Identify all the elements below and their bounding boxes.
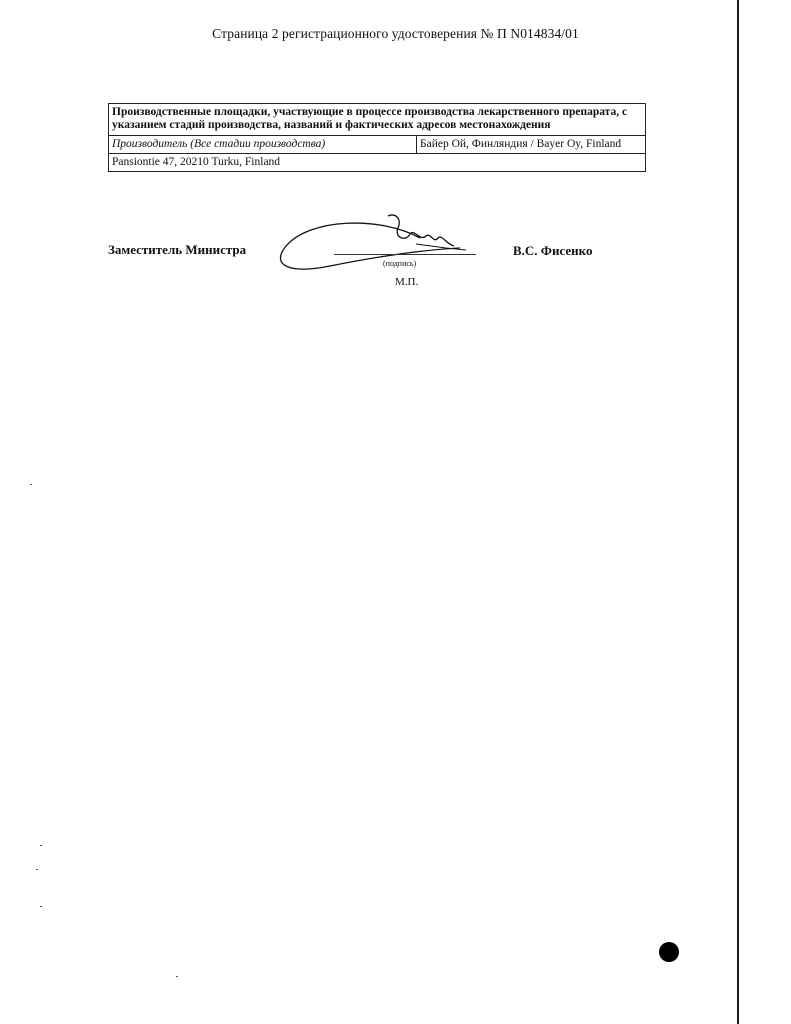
- table-header-row: [109, 104, 646, 136]
- scan-speck: [176, 976, 178, 977]
- signature-line: [334, 254, 476, 255]
- scan-speck: [36, 869, 38, 870]
- producer-company-cell: Байер Ой, Финляндия / Bayer Oy, Finland: [417, 136, 646, 154]
- scan-border-line: [737, 0, 739, 1024]
- stamp-label: М.П.: [395, 276, 419, 288]
- signatory-name: В.С. Фисенко: [513, 243, 593, 258]
- table-row: [109, 136, 646, 154]
- scan-punch-dot: [659, 942, 679, 962]
- producer-role-cell: Производитель (Все стадии производства): [109, 136, 417, 154]
- producer-address-cell: Pansiontie 47, 20210 Turku, Finland: [109, 154, 646, 172]
- scan-speck: [40, 906, 42, 907]
- signatory-title: Заместитель Министра: [108, 242, 247, 257]
- scan-speck: [30, 484, 32, 485]
- signature-caption: (подпись): [383, 259, 417, 268]
- scan-speck: [40, 845, 42, 846]
- page-header: Страница 2 регистрационного удостоверения № П N014834/01: [212, 26, 579, 41]
- table-header-cell: Производственные площадки, участвующие в процессе производства лекарственного препарата, с указанием стадий производства, названий и фактических адресов местонахождения: [109, 104, 646, 136]
- handwritten-signature: [270, 208, 490, 278]
- production-sites-table: [108, 103, 646, 172]
- table-row: [109, 154, 646, 172]
